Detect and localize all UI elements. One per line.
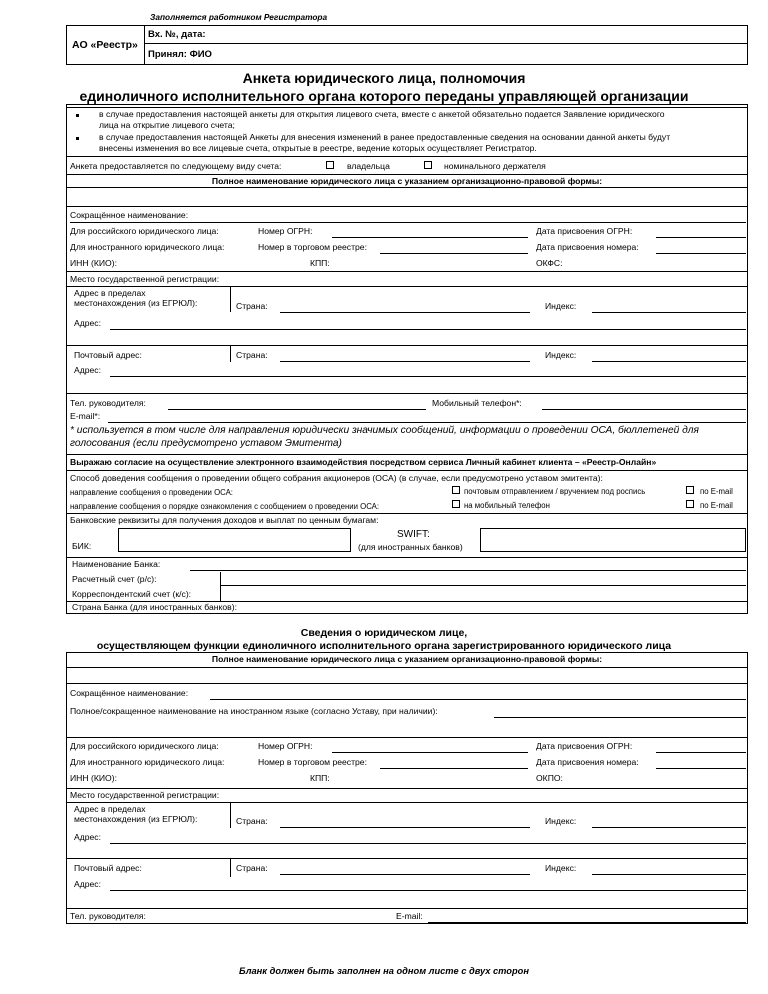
- email-order-checkbox[interactable]: [686, 500, 694, 508]
- s1-address-label: Адрес:: [74, 318, 101, 328]
- s1-location-label-line2: местонахождения (из ЕГРЮЛ):: [74, 298, 198, 308]
- s2-ogrn-date-label: Дата присвоения ОГРН:: [536, 741, 633, 751]
- email-order-label: по E-mail: [700, 501, 733, 510]
- s2-location-label-line1: Адрес в пределах: [74, 804, 146, 814]
- s2-foreign-name-label: Полное/сокращенное наименование на иностранном языке (согласно Уставу, при наличии):: [70, 706, 438, 716]
- s2-ogrn-label: Номер ОГРН:: [258, 741, 313, 751]
- s1-postal-address-field[interactable]: [110, 376, 746, 377]
- s1-mobile-label: Мобильный телефон*:: [432, 398, 522, 408]
- s2-ru-entity-label: Для российского юридического лица:: [70, 741, 219, 751]
- s1-foreign-entity-label: Для иностранного юридического лица:: [70, 242, 225, 252]
- note2-line1: в случае предоставления настоящей Анкеты для внесения изменений в ранее предоставленные сведения на основании данной анкеты будут: [99, 132, 671, 142]
- bank-name-label: Наименование Банка:: [72, 559, 161, 569]
- s1-country-field[interactable]: [280, 312, 530, 313]
- mobile-delivery-checkbox[interactable]: [452, 500, 460, 508]
- swift-label: SWIFT:: [397, 529, 430, 540]
- s1-email-label: E-mail*:: [70, 411, 101, 421]
- form-title-line1: Анкета юридического лица, полномочия: [242, 70, 526, 86]
- s1-short-name-field[interactable]: [70, 222, 746, 223]
- s2-trade-date-field[interactable]: [656, 768, 746, 769]
- s1-footnote-line1: * используется в том числе для направления юридически значимых сообщений, информации о проведении ОСА, бюллетеней для: [70, 425, 699, 436]
- email-delivery-label: по E-mail: [700, 487, 733, 496]
- s1-short-name-label: Сокращённое наименование:: [70, 210, 189, 220]
- s1-trade-date-field[interactable]: [656, 253, 746, 254]
- registrar-name: АО «Реестр»: [72, 39, 138, 51]
- s2-trade-reg-label: Номер в торговом реестре:: [258, 757, 367, 767]
- s2-okpo-label: ОКПО:: [536, 773, 563, 783]
- s1-ogrn-date-field[interactable]: [656, 237, 746, 238]
- s2-address-label: Адрес:: [74, 832, 101, 842]
- account-type-label: Анкета предоставляется по следующему виду счета:: [70, 161, 282, 171]
- osa-method-label: Способ доведения сообщения о проведении общего собрания акционеров (ОСА) (в случае, если предусмотрено уставом эмитента):: [70, 473, 603, 483]
- s2-title-line2: осуществляющем функции единоличного исполнительного органа зарегистрированного юридического лица: [96, 640, 672, 652]
- s2-ogrn-date-field[interactable]: [656, 752, 746, 753]
- s1-ogrn-label: Номер ОГРН:: [258, 226, 313, 236]
- s1-postal-address-label: Адрес:: [74, 365, 101, 375]
- postal-delivery-label: почтовым отправлением / вручением под роспись: [464, 487, 646, 496]
- s1-address-field[interactable]: [110, 329, 746, 330]
- nominee-checkbox[interactable]: [424, 161, 432, 169]
- s2-country-label: Страна:: [236, 816, 268, 826]
- s1-country-label: Страна:: [236, 301, 268, 311]
- s2-reg-place-label: Место государственной регистрации:: [70, 790, 220, 800]
- s2-title-line1: Сведения о юридическом лице,: [300, 627, 468, 639]
- s1-postal-label: Почтовый адрес:: [74, 350, 142, 360]
- s2-short-name-field[interactable]: [210, 699, 746, 700]
- s1-trade-date-label: Дата присвоения номера:: [536, 242, 639, 252]
- note1-line1: в случае предоставления настоящей анкеты для открытия лицевого счета, вместе с анкетой обязательно подается Заявление юридического: [99, 109, 665, 119]
- s1-ogrn-field[interactable]: [332, 237, 528, 238]
- s2-head-phone-label: Тел. руководителя:: [70, 911, 146, 921]
- consent-text: Выражаю согласие на осуществление электронного взаимодействия посредством сервиса Личный кабинет клиента – «Реестр-Онлайн»: [70, 457, 657, 467]
- form-title-line2: единоличного исполнительного органа которого переданы управляющей организации: [79, 88, 689, 104]
- s2-country-field[interactable]: [280, 827, 530, 828]
- osa-order-label: направление сообщения о порядке ознакомления с сообщением о проведении ОСА:: [70, 502, 380, 511]
- s1-postal-index-label: Индекс:: [545, 350, 577, 360]
- s1-location-label-line1: Адрес в пределах: [74, 288, 146, 298]
- corr-account-label: Корреспондентский счет (к/с):: [72, 589, 192, 599]
- bik-label: БИК:: [72, 541, 92, 551]
- s1-postal-country-field[interactable]: [280, 361, 530, 362]
- note2-line2: внесены изменения во все лицевые счета, открытые в реестре, ведение которых осуществляет Регистратор.: [99, 143, 537, 153]
- footer-note: Бланк должен быть заполнен на одном листе с двух сторон: [239, 966, 529, 976]
- settlement-account-field[interactable]: [220, 585, 746, 586]
- s2-postal-address-field[interactable]: [110, 890, 746, 891]
- s1-ogrn-date-label: Дата присвоения ОГРН:: [536, 226, 633, 236]
- s2-trade-date-label: Дата присвоения номера:: [536, 757, 639, 767]
- mobile-delivery-label: на мобильный телефон: [464, 501, 550, 510]
- s1-mobile-field[interactable]: [542, 409, 746, 410]
- s2-full-name-header: Полное наименование юридического лица с указанием организационно-правовой формы:: [211, 654, 603, 664]
- settlement-account-label: Расчетный счет (р/с):: [72, 574, 157, 584]
- s1-footnote-line2: голосования (если предусмотрено уставом Эмитента): [70, 438, 342, 449]
- incoming-number-label: Вх. №, дата:: [148, 29, 206, 40]
- bank-name-field[interactable]: [190, 570, 746, 571]
- swift-field[interactable]: [480, 528, 746, 552]
- s2-full-name-field[interactable]: [68, 669, 746, 682]
- s1-full-name-field[interactable]: [68, 189, 746, 205]
- owner-option-label: владельца: [347, 161, 390, 171]
- bank-details-label: Банковские реквизиты для получения доходов и выплат по ценным бумагам:: [70, 515, 379, 525]
- s1-head-phone-label: Тел. руководителя:: [70, 398, 146, 408]
- note1-line2: лица на открытие лицевого счета;: [99, 120, 235, 130]
- postal-delivery-checkbox[interactable]: [452, 486, 460, 494]
- s1-kpp-label: КПП:: [310, 258, 330, 268]
- s1-trade-reg-label: Номер в торговом реестре:: [258, 242, 367, 252]
- s2-postal-address-label: Адрес:: [74, 879, 101, 889]
- accepted-by-label: Принял: ФИО: [148, 49, 212, 60]
- s2-kpp-label: КПП:: [310, 773, 330, 783]
- s1-postal-country-label: Страна:: [236, 350, 268, 360]
- s1-postal-index-field[interactable]: [592, 361, 746, 362]
- s2-postal-label: Почтовый адрес:: [74, 863, 142, 873]
- s2-foreign-entity-label: Для иностранного юридического лица:: [70, 757, 225, 767]
- email-delivery-checkbox[interactable]: [686, 486, 694, 494]
- s2-foreign-name-field[interactable]: [494, 717, 746, 718]
- s1-okfs-label: ОКФС:: [536, 258, 563, 268]
- s2-inn-label: ИНН (КИО):: [70, 773, 117, 783]
- bank-country-label: Страна Банка (для иностранных банков):: [72, 602, 237, 612]
- osa-message-label: направление сообщения о проведении ОСА:: [70, 488, 233, 497]
- s2-location-label-line2: местонахождения (из ЕГРЮЛ):: [74, 814, 198, 824]
- s2-ogrn-field[interactable]: [332, 752, 528, 753]
- s1-trade-reg-field[interactable]: [380, 253, 528, 254]
- s2-index-field[interactable]: [592, 827, 746, 828]
- s2-postal-country-label: Страна:: [236, 863, 268, 873]
- registrar-note: Заполняется работником Регистратора: [150, 12, 328, 22]
- s1-index-field[interactable]: [592, 312, 746, 313]
- s1-reg-place-label: Место государственной регистрации:: [70, 274, 220, 284]
- s1-index-label: Индекс:: [545, 301, 577, 311]
- s1-head-phone-field[interactable]: [168, 409, 426, 410]
- s2-postal-index-label: Индекс:: [545, 863, 577, 873]
- s1-email-field[interactable]: [108, 422, 746, 423]
- swift-note: (для иностранных банков): [358, 542, 463, 552]
- s2-postal-country-field[interactable]: [280, 874, 530, 875]
- s1-ru-entity-label: Для российского юридического лица:: [70, 226, 219, 236]
- s2-email-field[interactable]: [428, 922, 746, 923]
- nominee-option-label: номинального держателя: [444, 161, 546, 171]
- s1-inn-label: ИНН (КИО):: [70, 258, 117, 268]
- s2-email-label: E-mail:: [396, 911, 423, 921]
- owner-checkbox[interactable]: [326, 161, 334, 169]
- s2-short-name-label: Сокращённое наименование:: [70, 688, 189, 698]
- s2-postal-index-field[interactable]: [592, 874, 746, 875]
- s2-address-field[interactable]: [110, 843, 746, 844]
- bik-field[interactable]: [118, 528, 351, 552]
- s2-trade-reg-field[interactable]: [380, 768, 528, 769]
- s2-index-label: Индекс:: [545, 816, 577, 826]
- s1-full-name-header: Полное наименование юридического лица с указанием организационно-правовой формы:: [211, 176, 603, 186]
